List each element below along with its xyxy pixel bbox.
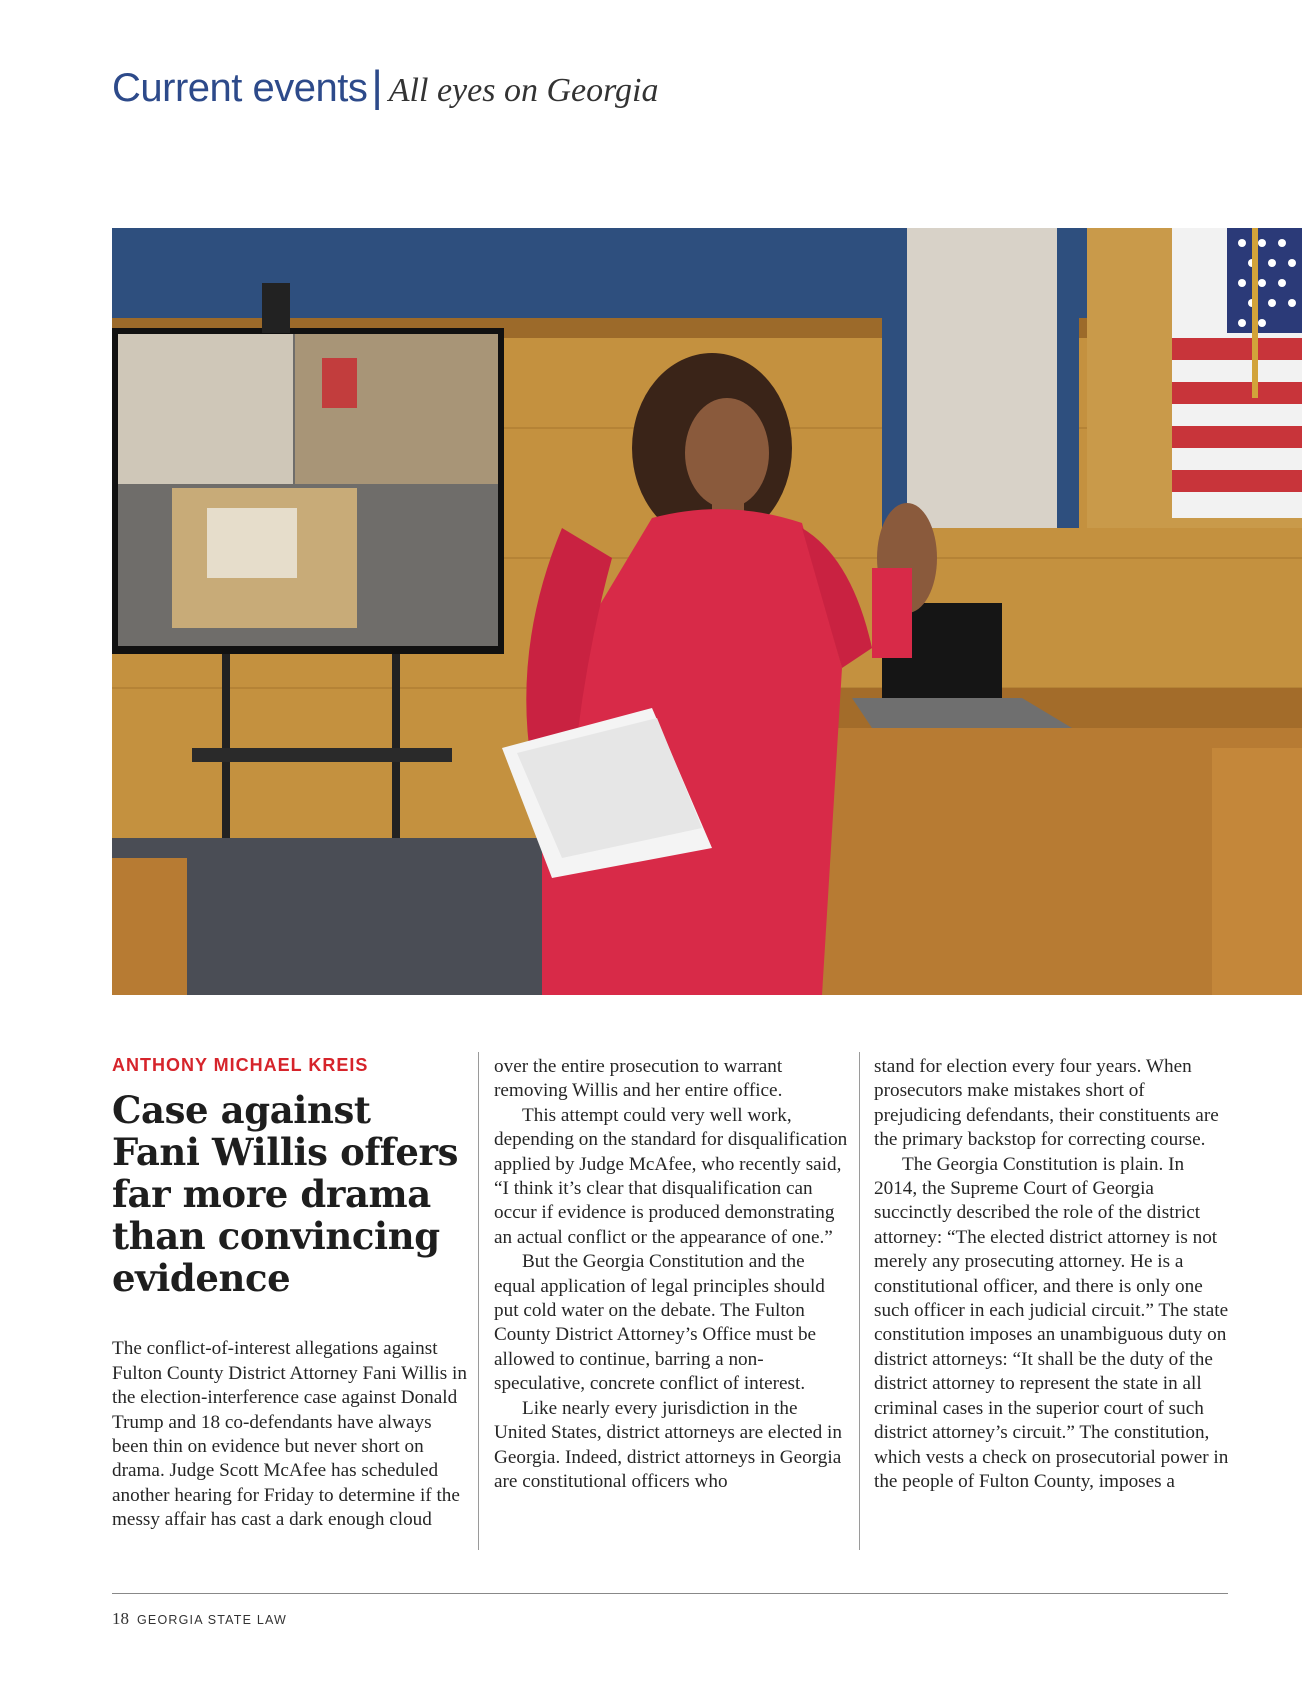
paragraph: stand for election every four years. When prosecutors make mistakes short of prejudicing defendants, their constituents are the primary backstop for correcting course.: [874, 1056, 1219, 1151]
page-number: 18: [112, 1609, 129, 1628]
page-header: [112, 62, 659, 112]
headline: Case against Fani Willis offers far more drama than convincing evidence: [112, 1088, 459, 1301]
footer-rule: [112, 1593, 1228, 1594]
header-separator: |: [371, 62, 383, 111]
paragraph: This attempt could very well work, depending on the standard for disqualification applied by Judge McAfee, who recently said, “I think it’s clear that disqualification can occur if evidence is produced demonstrating an actual conflict or the appearance of one.”: [494, 1104, 848, 1248]
section-title: Current events: [112, 66, 368, 110]
article-column-3: [874, 1055, 1230, 1494]
paragraph: But the Georgia Constitution and the equal application of legal principles should put cold water on the debate. The Fulton County District Attorney’s Office must be allowed to continue, barring a non-speculative, concrete conflict of interest.: [494, 1251, 825, 1395]
subsection-title: All eyes on Georgia: [388, 72, 659, 109]
paragraph: Like nearly every jurisdiction in the United States, district attorneys are elected in Georgia. Indeed, district attorneys in Georgia are constitutional officers who: [494, 1397, 842, 1492]
paragraph: over the entire prosecution to warrant removing Willis and her entire office.: [494, 1056, 783, 1102]
byline: ANTHONY MICHAEL KREIS: [112, 1055, 369, 1075]
courtroom-photo: [112, 228, 1302, 995]
article-column-2: [494, 1055, 850, 1494]
column-rule: [859, 1052, 860, 1550]
page-footer: [112, 1609, 287, 1629]
publication-name: GEORGIA STATE LAW: [137, 1613, 288, 1627]
column-rule: [478, 1052, 479, 1550]
paragraph: The conflict-of-interest allegations against Fulton County District Attorney Fani Willis in the election-interference case against Donald Trump and 18 co-defendants have always been thin on evidence but never short on drama. Judge Scott McAfee has scheduled another hearing for Friday to determine if the messy affair has cast a dark enough cloud: [112, 1338, 467, 1531]
article-column-1: [112, 1055, 468, 1533]
paragraph: The Georgia Constitution is plain. In 2014, the Supreme Court of Georgia succinctly described the role of the district attorney: “The elected district attorney is not merely any prosecuting attorney. He is a constitutional officer, and there is only one such officer in each judicial circuit.” The state constitution imposes an unambiguous duty on district attorneys: “It shall be the duty of the district attorney to represent the state in all criminal cases in the superior court of such district attorney’s circuit.” The constitution, which vests a check on prosecutorial power in the people of Fulton County, imposes a: [874, 1153, 1229, 1492]
